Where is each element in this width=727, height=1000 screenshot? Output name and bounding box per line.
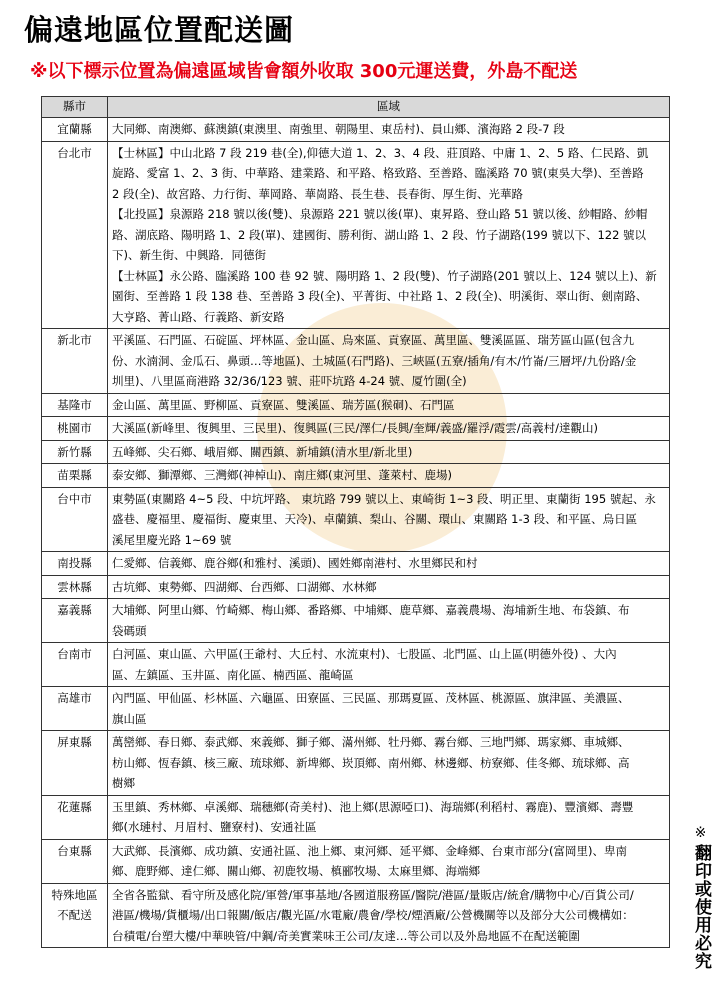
table-row <box>42 118 670 142</box>
table-row <box>42 417 670 441</box>
region-cell <box>108 883 670 948</box>
region-line: 旋路、愛富 1、2、3 街、中華路、建業路、和平路、格致路、至善路、臨溪路 70 號(東吳大學)、至善路 <box>112 166 644 180</box>
region-cell <box>108 643 670 687</box>
region-cell <box>108 417 670 441</box>
region-cell <box>108 575 670 599</box>
region-cell <box>108 552 670 576</box>
region-line: 份、水湳洞、金瓜石、鼻頭…等地區)、土城區(石門路)、三峽區(五寮/插角/有木/竹崙/三層坪/九份路/金 <box>112 353 637 368</box>
table-row <box>42 687 670 731</box>
table-row <box>42 440 670 464</box>
region-line: 路、湖底路、陽明路 1、2 段(單)、建國街、勝利街、湖山路 1、2 段、竹子湖路(199 號以下、122 號以 <box>112 227 647 242</box>
region-cell <box>108 839 670 883</box>
region-line: 下)、新生街、中興路．同德街 <box>112 248 266 262</box>
county-cell: 宜蘭縣 <box>42 118 108 142</box>
region-cell <box>108 795 670 839</box>
region-line: 2 段(全)、故宮路、力行街、華岡路、華崗路、長生巷、長春街、厚生街、光華路 <box>112 186 523 201</box>
region-line: 平溪區、石門區、石碇區、坪林區、金山區、烏來區、貢寮區、萬里區、雙溪區區、瑞芳區山區(包含九 <box>112 333 634 347</box>
county-cell: 台北市 <box>42 141 108 329</box>
region-line: 古坑鄉、東勢鄉、四湖鄉、台西鄉、口湖鄉、水林鄉 <box>112 579 377 594</box>
region-line: 【士林區】永公路、臨溪路 100 巷 92 號、陽明路 1、2 段(雙)、竹子湖路(201 號以上、124 號以上)、新 <box>112 268 657 283</box>
region-cell <box>108 329 670 394</box>
region-cell <box>108 599 670 643</box>
region-line: 鄉(水璉村、月眉村、鹽寮村)、安通社區 <box>112 820 317 834</box>
region-line: 園街、至善路 1 段 138 巷、至善路 3 段(全)、平菁街、中社路 1、2 段(全)、明溪街、翠山街、劍南路、 <box>112 289 648 303</box>
region-line: 大埔鄉、阿里山鄉、竹崎鄉、梅山鄉、番路鄉、中埔鄉、鹿草鄉、嘉義農場、海埔新生地、布袋鎮、布 <box>112 603 630 617</box>
region-cell <box>108 393 670 417</box>
table-row <box>42 393 670 417</box>
county-cell: 台中市 <box>42 487 108 552</box>
region-line: 泰安鄉、獅潭鄉、三灣鄉(神棹山)、南庄鄉(東河里、蓬萊村、鹿場) <box>112 468 452 482</box>
note-text: 翻印或使用必究 <box>691 844 711 970</box>
region-line: 枋山鄉、恆春鎮、核三廠、琉球鄉、新埤鄉、崁頂鄉、南州鄉、林邊鄉、枋寮鄉、佳冬鄉、琉球鄉、高 <box>112 755 630 770</box>
region-line: 大亨路、菁山路、行義路、新安路 <box>112 309 285 324</box>
county-cell: 南投縣 <box>42 552 108 576</box>
county-cell: 花蓮縣 <box>42 795 108 839</box>
region-line: 大武鄉、長濱鄉、成功鎮、安通社區、池上鄉、東河鄉、延平鄉、金峰鄉、台東市部分(富岡里)、卑南 <box>112 843 627 858</box>
region-cell <box>108 141 670 329</box>
region-cell <box>108 464 670 488</box>
region-line: 區、左鎮區、玉井區、南化區、楠西區、龍崎區 <box>112 667 354 682</box>
region-cell <box>108 487 670 552</box>
county-cell: 台東縣 <box>42 839 108 883</box>
table-header-row <box>42 97 670 118</box>
table-row <box>42 487 670 552</box>
region-line: 五峰鄉、尖石鄉、峨眉鄉、關西鎮、新埔鎮(清水里/新北里) <box>112 444 413 459</box>
region-line: 全省各監獄、看守所及感化院/軍營/軍事基地/各國道服務區/醫院/港區/量販店/統倉/購物中心/百貨公司/ <box>112 887 634 902</box>
note-mark: ※ <box>694 825 708 841</box>
region-line: 萬巒鄉、春日鄉、泰武鄉、來義鄉、獅子鄉、滿州鄉、牡丹鄉、霧台鄉、三地門鄉、瑪家鄉、車城鄉、 <box>112 735 630 749</box>
table-row <box>42 599 670 643</box>
copyright-note <box>690 822 712 970</box>
table-row <box>42 643 670 687</box>
table-row <box>42 731 670 796</box>
region-line: 圳里)、八里區商港路 32/36/123 號、莊吓坑路 4-24 號、厦竹圍(全) <box>112 374 467 388</box>
county-cell: 基隆市 <box>42 393 108 417</box>
county-cell: 屏東縣 <box>42 731 108 796</box>
region-line: 鄉、鹿野鄉、達仁鄉、關山鄉、初鹿牧場、槙郦牧場、太麻里鄉、海端鄉 <box>112 864 480 878</box>
page-title: 偏遠地區位置配送圖 <box>24 13 295 47</box>
region-line: 溪尾里慶光路 1~69 號 <box>112 532 232 547</box>
table-row <box>42 883 670 948</box>
table-row <box>42 839 670 883</box>
region-line: 內門區、甲仙區、杉林區、六龜區、田寮區、三民區、那瑪夏區、茂林區、桃源區、旗津區、美濃區、 <box>112 691 630 705</box>
region-line: 玉里鎮、秀林鄉、卓溪鄉、瑞穗鄉(奇美村)、池上鄉(思源啞口)、海瑞鄉(利稻村、霧鹿)、豐濱鄉、壽豐 <box>112 799 634 814</box>
region-line: 袋碼頭 <box>112 623 147 638</box>
table-row <box>42 141 670 329</box>
region-cell <box>108 118 670 142</box>
region-line: 旗山區 <box>112 711 147 726</box>
surcharge-notice: ※以下標示位置為偏遠區域皆會額外收取 300元運送費，外島不配送 <box>30 61 578 82</box>
region-cell <box>108 440 670 464</box>
county-cell: 台南市 <box>42 643 108 687</box>
table-row <box>42 795 670 839</box>
region-line: 【北投區】泉源路 218 號以後(雙)、泉源路 221 號以後(單)、東昇路、登山路 51 號以後、紗帽路、紗帽 <box>112 207 648 221</box>
region-line: 盛巷、慶福里、慶福街、慶東里、天冷)、卓蘭鎮、梨山、谷關、環山、東關路 1-3 段、和平區、烏日區 <box>112 512 638 526</box>
region-line: 大同鄉、南澳鄉、蘇澳鎮(東澳里、南強里、朝陽里、東岳村)、員山鄉、濱海路 2 段-7 段 <box>112 122 565 136</box>
region-line: 樹鄉 <box>112 776 135 790</box>
region-line: 仁愛鄉、信義鄉、鹿谷鄉(和雅村、溪頭)、國姓鄉南港村、水里鄉民和村 <box>112 556 478 570</box>
county-cell: 雲林縣 <box>42 575 108 599</box>
region-line: 【士林區】中山北路 7 段 219 巷(全),仰德大道 1、2、3、4 段、莊頂路、中庸 1、2、5 路、仁民路、凱 <box>112 145 649 160</box>
region-line: 大溪區(新峰里、復興里、三民里)、復興區(三民/澤仁/長興/奎輝/義盛/羅浮/霞雲/高義村/達觀山) <box>112 421 598 435</box>
header-region: 區域 <box>108 97 670 118</box>
region-cell <box>108 731 670 796</box>
region-line: 港區/機場/貨櫃場/出口報關/飯店/觀光區/水電廠/農會/學校/煙酒廠/公營機關等以及部分大公司機構如： <box>112 908 634 922</box>
county-cell: 特殊地區 不配送 <box>42 883 108 948</box>
county-cell: 苗栗縣 <box>42 464 108 488</box>
table-row <box>42 552 670 576</box>
county-cell: 高雄市 <box>42 687 108 731</box>
county-cell: 嘉義縣 <box>42 599 108 643</box>
region-cell <box>108 687 670 731</box>
table-row <box>42 575 670 599</box>
remote-area-table <box>41 96 670 948</box>
region-line: 白河區、東山區、六甲區(王爺村、大丘村、水流東村)、七股區、北門區、山上區(明德外役) 、大內 <box>112 647 617 661</box>
header-county: 縣市 <box>42 97 108 118</box>
county-cell: 新竹縣 <box>42 440 108 464</box>
region-line: 金山區、萬里區、野柳區、貢寮區、雙溪區、瑞芳區(猴硐)、石門區 <box>112 397 455 412</box>
region-line: 台積電/台塑大樓/中華映管/中鋼/奇美實業味王公司/友達…等公司以及外島地區不在配送範圍 <box>112 928 580 943</box>
table-row <box>42 329 670 394</box>
table-row <box>42 464 670 488</box>
county-cell: 新北市 <box>42 329 108 394</box>
county-cell: 桃園市 <box>42 417 108 441</box>
region-line: 東勢區(東關路 4~5 段、中坑坪路、 東坑路 799 號以上、東崎街 1~3 段、明正里、東蘭街 195 號起、永 <box>112 491 656 506</box>
